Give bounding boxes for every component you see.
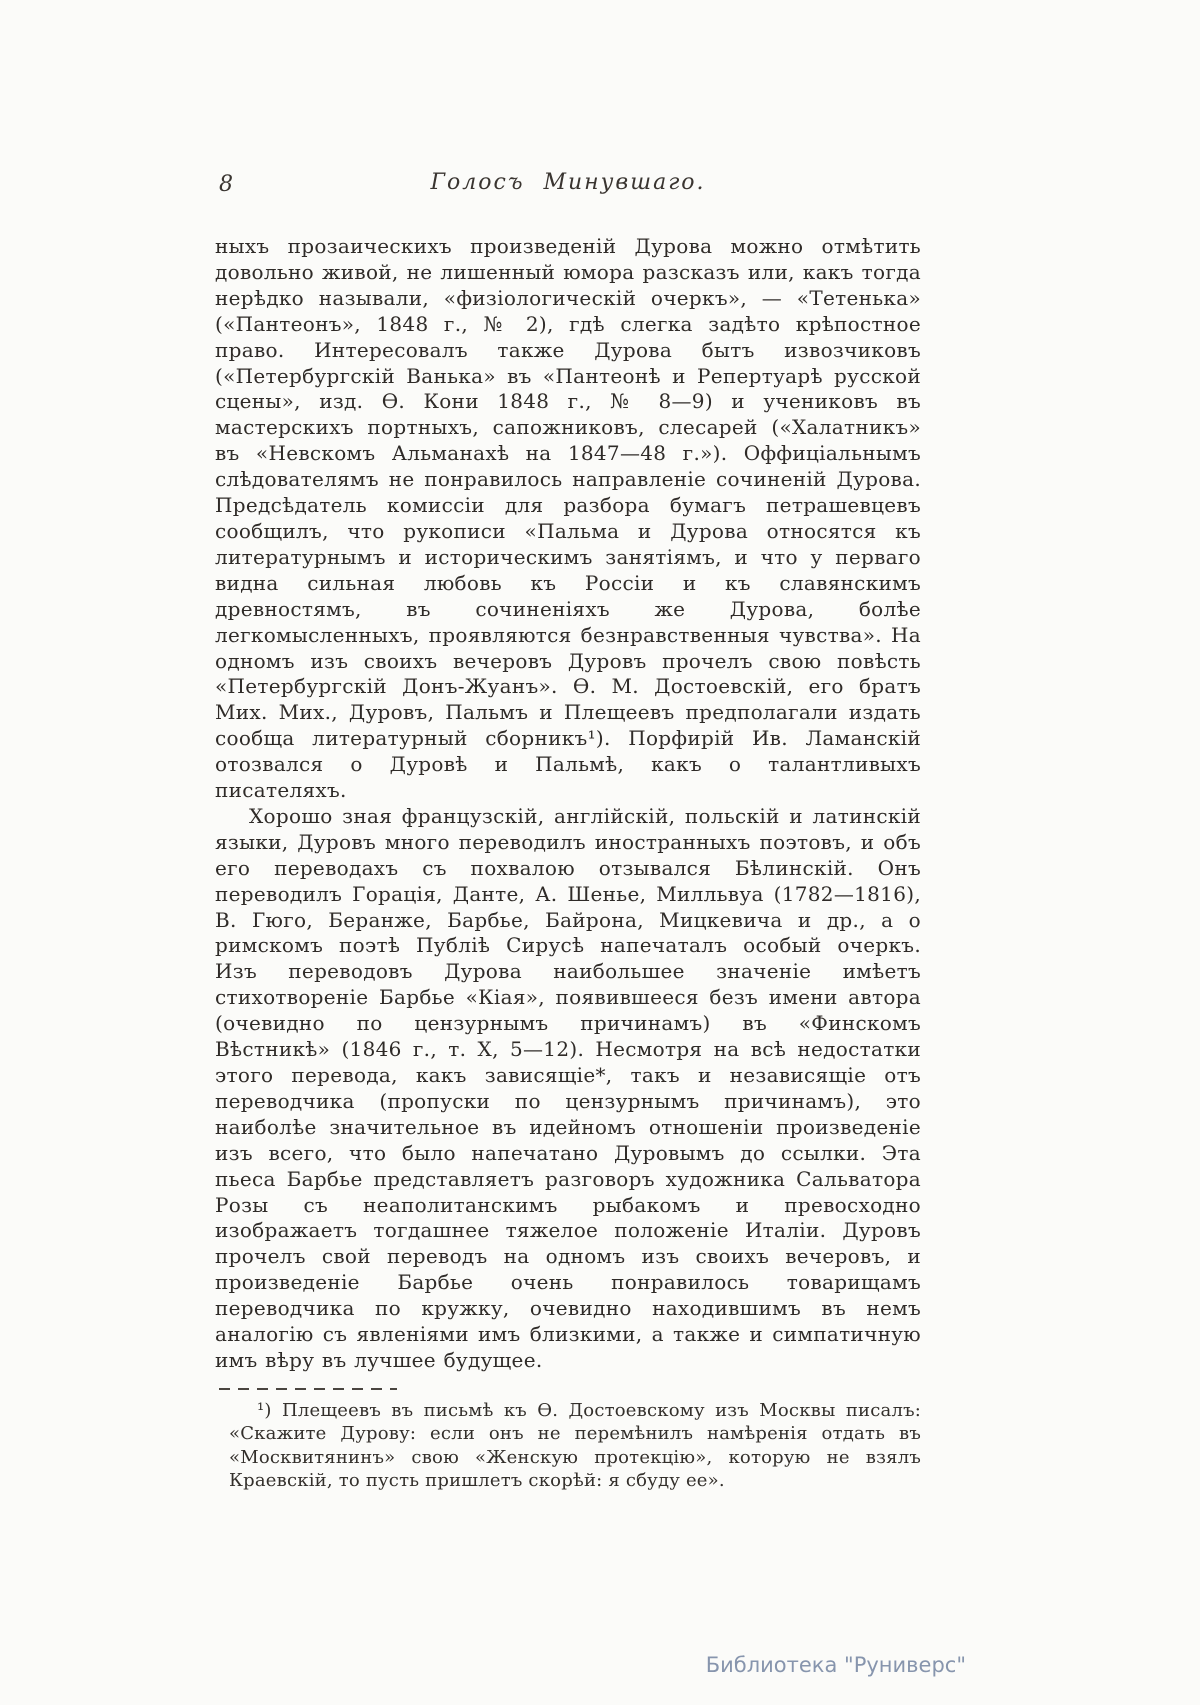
page-content [215, 170, 921, 1493]
body-text [215, 234, 921, 1374]
paragraph-2: Хорошо зная французскій, англійскій, польскій и латинскій языки, Дуровъ много переводилъ иностранныхъ поэтовъ, и объ его переводахъ съ похвалою отзывался Бѣлинскій. Онъ переводилъ Горація, Данте, А. Шенье, Милльвуа (1782—1816), В. Гюго, Беранже, Барбье, Байрона, Мицкевича и др., а о римскомъ поэтѣ Публіѣ Сирусѣ напечаталъ особый очеркъ. Изъ переводовъ Дурова наибольшее значеніе имѣетъ стихотвореніе Барбье «Кіая», появившееся безъ имени автора (очевидно по цензурнымъ причинамъ) въ «Финскомъ Вѣстникѣ» (1846 г., т. X, 5—12). Несмотря на всѣ недостатки этого перевода, какъ зависящіе*, такъ и независящіе отъ переводчика (пропуски по цензурнымъ причинамъ), это наиболѣе значительное въ идейномъ отношеніи произведеніе изъ всего, что было напечатано Дуровымъ до ссылки. Эта пьеса Барбье представляетъ разговоръ художника Сальватора Розы съ неаполитанскимъ рыбакомъ и превосходно изображаетъ тогдашнее тяжелое положеніе Италіи. Дуровъ прочелъ свой переводъ на одномъ изъ своихъ вечеровъ, и произведеніе Барбье очень понравилось товарищамъ переводчика по кружку, очевидно находившимъ въ немъ аналогію съ явленіями имъ близкими, а также и симпатичную имъ вѣру въ лучшее будущее. [215, 803, 921, 1372]
footnote [215, 1388, 921, 1493]
running-title: Голосъ Минувшаго. [430, 170, 706, 195]
page-number: 8 [219, 172, 233, 197]
footnote-separator [219, 1388, 397, 1390]
paragraph-1: ныхъ прозаическихъ произведеній Дурова можно отмѣтить довольно живой, не лишенный юмора разсказъ или, какъ тогда нерѣдко называли, «физіологическій очеркъ», — «Тетенька» («Пантеонъ», 1848 г., № 2), гдѣ слегка задѣто крѣпостное право. Интересовалъ также Дурова бытъ извозчиковъ («Петербургскій Ванька» въ «Пантеонѣ и Репертуарѣ русской сцены», изд. Ѳ. Кони 1848 г., № 8—9) и учениковъ въ мастерскихъ портныхъ, сапожниковъ, слесарей («Халатникъ» въ «Невскомъ Альманахѣ на 1847—48 г.»). Оффиціальнымъ слѣдователямъ не понравилось направленіе сочиненій Дурова. Предсѣдатель комиссіи для разбора бумагъ петрашевцевъ сообщилъ, что рукописи «Пальма и Дурова относятся къ литературнымъ и историческимъ занятіямъ, и что у перваго видна сильная любовь къ Россіи и къ славянскимъ древностямъ, въ сочиненіяхъ же Дурова, болѣе легкомысленныхъ, проявляются безнравственныя чувства». На одномъ изъ своихъ вечеровъ Дуровъ прочелъ свою повѣсть «Петербургскій Донъ-Жуанъ». Ѳ. М. Достоевскій, его братъ Мих. Мих., Дуровъ, Пальмъ и Плещеевъ предполагали издать сообща литературный сборникъ¹). Порфирій Ив. Ламанскій отозвался о Дуровѣ и Пальмѣ, какъ о талантливыхъ писателяхъ. [215, 234, 921, 803]
footnote-text: ¹) Плещеевъ въ письмѣ къ Ѳ. Достоевскому изъ Москвы писалъ: «Скажите Дурову: если онъ не перемѣнилъ намѣренія отдать въ «Москвитянинъ» свою «Женскую протекцію», которую не взялъ Краевскій, то пусть пришлетъ скорѣй: я сбуду ее». [229, 1399, 921, 1492]
page-header [215, 170, 921, 202]
library-watermark: Библиотека "Руниверс" [705, 1653, 966, 1677]
